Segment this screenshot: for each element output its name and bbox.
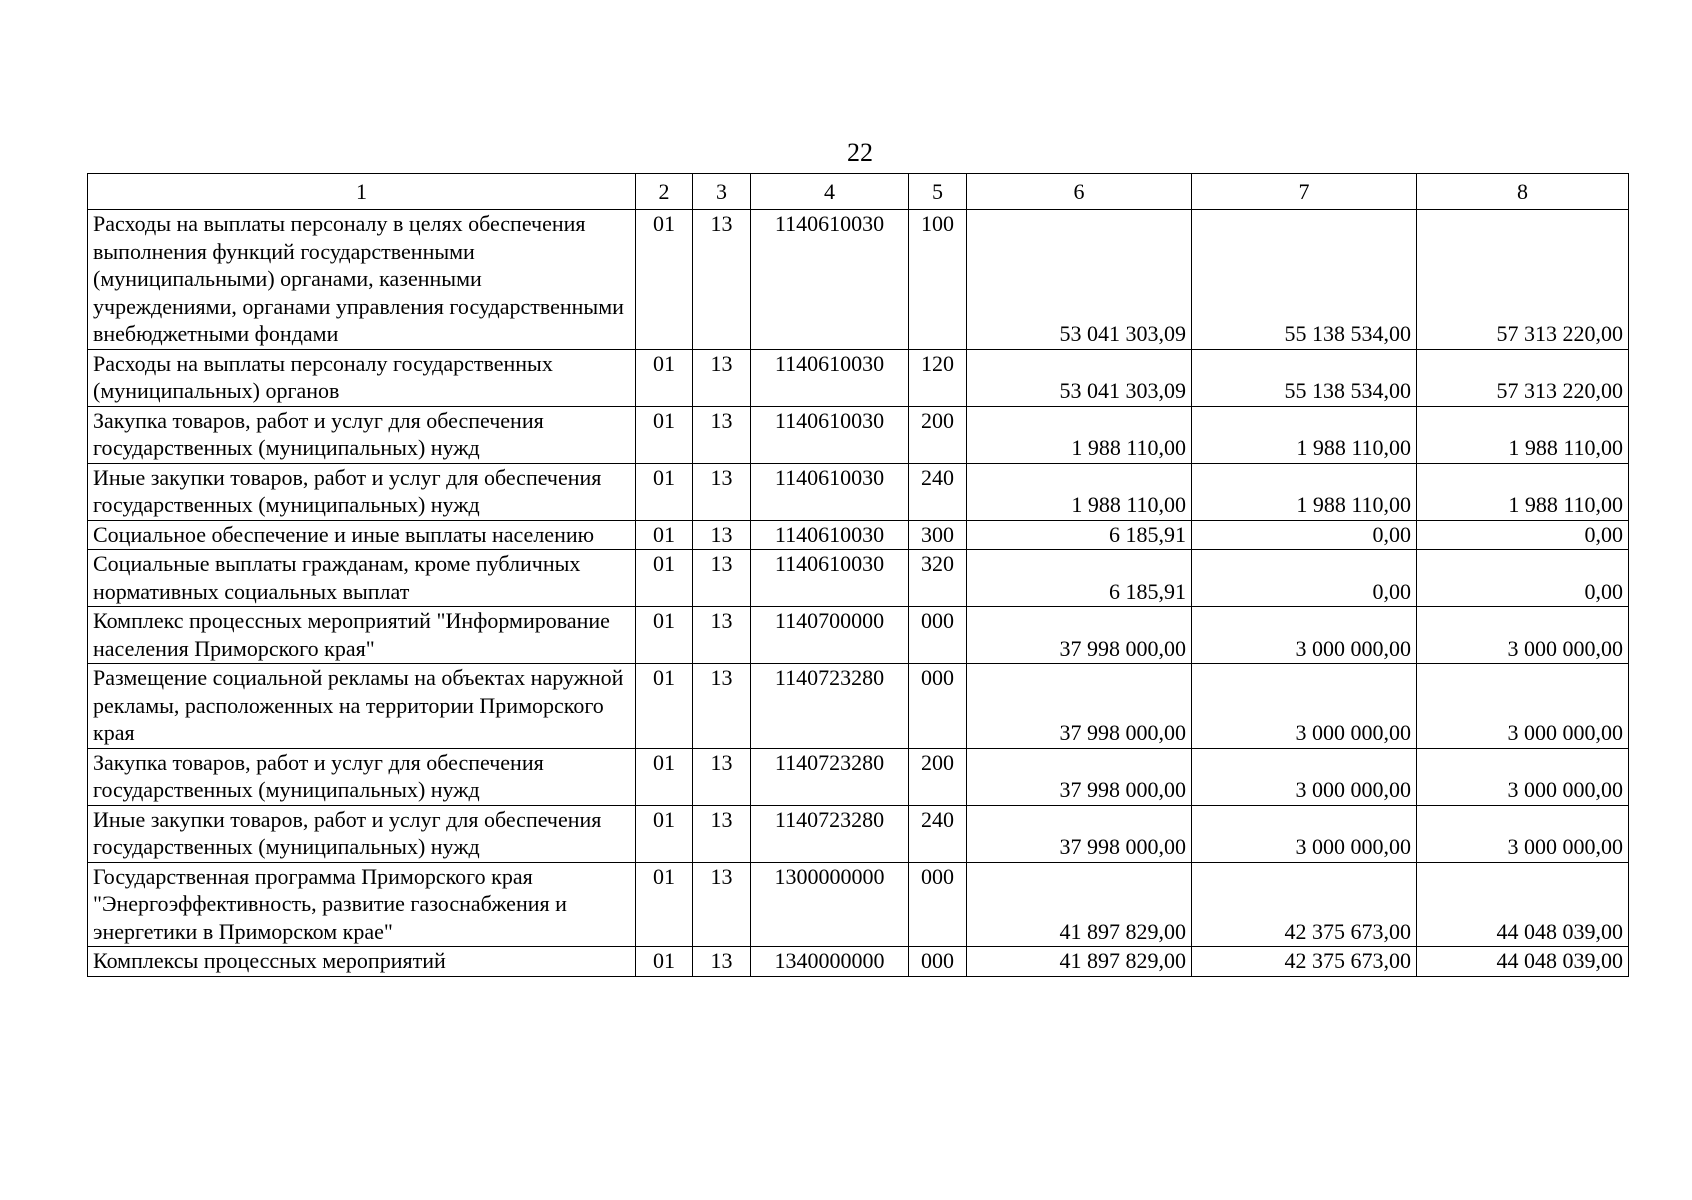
target-article-cell: 1140723280 [751, 748, 909, 805]
header-cell: 8 [1417, 174, 1629, 210]
subsection-code-cell: 13 [693, 805, 751, 862]
amount-year2-cell: 0,00 [1192, 520, 1417, 550]
header-cell: 5 [909, 174, 967, 210]
amount-year2-cell: 3 000 000,00 [1192, 664, 1417, 749]
expense-name-cell: Иные закупки товаров, работ и услуг для обеспечения государственных (муниципальных) нужд [88, 463, 636, 520]
expense-type-cell: 120 [909, 349, 967, 406]
expense-name-cell: Размещение социальной рекламы на объектах наружной рекламы, расположенных на территории Приморского края [88, 664, 636, 749]
table-row [88, 520, 1629, 550]
amount-year2-cell: 55 138 534,00 [1192, 349, 1417, 406]
table-row [88, 406, 1629, 463]
amount-year3-cell: 57 313 220,00 [1417, 210, 1629, 350]
expense-name-cell: Комплексы процессных мероприятий [88, 947, 636, 977]
expense-type-cell: 000 [909, 947, 967, 977]
expense-type-cell: 240 [909, 805, 967, 862]
amount-year2-cell: 42 375 673,00 [1192, 947, 1417, 977]
subsection-code-cell: 13 [693, 947, 751, 977]
amount-year3-cell: 44 048 039,00 [1417, 862, 1629, 947]
table-row [88, 947, 1629, 977]
expense-type-cell: 240 [909, 463, 967, 520]
header-row [88, 174, 1629, 210]
amount-year3-cell: 3 000 000,00 [1417, 607, 1629, 664]
amount-year2-cell: 0,00 [1192, 550, 1417, 607]
table-row [88, 607, 1629, 664]
subsection-code-cell: 13 [693, 748, 751, 805]
expense-type-cell: 000 [909, 607, 967, 664]
target-article-cell: 1140610030 [751, 550, 909, 607]
expense-name-cell: Государственная программа Приморского края "Энергоэффективность, развитие газоснабжения и энергетики в Приморском крае" [88, 862, 636, 947]
section-code-cell: 01 [636, 607, 693, 664]
subsection-code-cell: 13 [693, 210, 751, 350]
section-code-cell: 01 [636, 550, 693, 607]
amount-year3-cell: 44 048 039,00 [1417, 947, 1629, 977]
header-cell: 6 [967, 174, 1192, 210]
amount-year2-cell: 3 000 000,00 [1192, 805, 1417, 862]
expense-type-cell: 200 [909, 748, 967, 805]
subsection-code-cell: 13 [693, 406, 751, 463]
amount-year1-cell: 6 185,91 [967, 520, 1192, 550]
page-number: 22 [847, 138, 873, 167]
expense-type-cell: 000 [909, 664, 967, 749]
amount-year1-cell: 6 185,91 [967, 550, 1192, 607]
subsection-code-cell: 13 [693, 349, 751, 406]
target-article-cell: 1140723280 [751, 805, 909, 862]
target-article-cell: 1140700000 [751, 607, 909, 664]
amount-year1-cell: 53 041 303,09 [967, 210, 1192, 350]
expense-name-cell: Социальное обеспечение и иные выплаты населению [88, 520, 636, 550]
amount-year1-cell: 37 998 000,00 [967, 607, 1192, 664]
amount-year3-cell: 1 988 110,00 [1417, 463, 1629, 520]
target-article-cell: 1140610030 [751, 349, 909, 406]
table-row [88, 550, 1629, 607]
expense-type-cell: 300 [909, 520, 967, 550]
header-cell: 1 [88, 174, 636, 210]
amount-year2-cell: 55 138 534,00 [1192, 210, 1417, 350]
subsection-code-cell: 13 [693, 664, 751, 749]
table-row [88, 664, 1629, 749]
subsection-code-cell: 13 [693, 520, 751, 550]
amount-year1-cell: 41 897 829,00 [967, 947, 1192, 977]
section-code-cell: 01 [636, 748, 693, 805]
expense-name-cell: Иные закупки товаров, работ и услуг для обеспечения государственных (муниципальных) нужд [88, 805, 636, 862]
amount-year3-cell: 3 000 000,00 [1417, 748, 1629, 805]
amount-year3-cell: 3 000 000,00 [1417, 805, 1629, 862]
expense-type-cell: 320 [909, 550, 967, 607]
target-article-cell: 1300000000 [751, 862, 909, 947]
section-code-cell: 01 [636, 349, 693, 406]
amount-year3-cell: 0,00 [1417, 520, 1629, 550]
header-cell: 3 [693, 174, 751, 210]
expense-name-cell: Закупка товаров, работ и услуг для обеспечения государственных (муниципальных) нужд [88, 748, 636, 805]
subsection-code-cell: 13 [693, 463, 751, 520]
amount-year1-cell: 1 988 110,00 [967, 406, 1192, 463]
section-code-cell: 01 [636, 862, 693, 947]
budget-table [87, 173, 1629, 977]
target-article-cell: 1340000000 [751, 947, 909, 977]
expense-name-cell: Закупка товаров, работ и услуг для обеспечения государственных (муниципальных) нужд [88, 406, 636, 463]
expense-name-cell: Расходы на выплаты персоналу государственных (муниципальных) органов [88, 349, 636, 406]
amount-year1-cell: 1 988 110,00 [967, 463, 1192, 520]
section-code-cell: 01 [636, 805, 693, 862]
amount-year1-cell: 41 897 829,00 [967, 862, 1192, 947]
amount-year3-cell: 3 000 000,00 [1417, 664, 1629, 749]
section-code-cell: 01 [636, 406, 693, 463]
amount-year2-cell: 3 000 000,00 [1192, 607, 1417, 664]
header-cell: 2 [636, 174, 693, 210]
amount-year2-cell: 42 375 673,00 [1192, 862, 1417, 947]
table-row [88, 805, 1629, 862]
expense-name-cell: Комплекс процессных мероприятий "Информирование населения Приморского края" [88, 607, 636, 664]
header-cell: 4 [751, 174, 909, 210]
target-article-cell: 1140723280 [751, 664, 909, 749]
expense-name-cell: Социальные выплаты гражданам, кроме публичных нормативных социальных выплат [88, 550, 636, 607]
expense-name-cell: Расходы на выплаты персоналу в целях обеспечения выполнения функций государственными (муниципальными) органами, казенными учреждениями, органами управления государственными внебюджетными фондами [88, 210, 636, 350]
amount-year1-cell: 37 998 000,00 [967, 748, 1192, 805]
subsection-code-cell: 13 [693, 607, 751, 664]
expense-type-cell: 200 [909, 406, 967, 463]
amount-year2-cell: 1 988 110,00 [1192, 406, 1417, 463]
target-article-cell: 1140610030 [751, 520, 909, 550]
expense-type-cell: 100 [909, 210, 967, 350]
table-row [88, 210, 1629, 350]
amount-year1-cell: 37 998 000,00 [967, 805, 1192, 862]
section-code-cell: 01 [636, 210, 693, 350]
header-cell: 7 [1192, 174, 1417, 210]
table-row [88, 748, 1629, 805]
expense-type-cell: 000 [909, 862, 967, 947]
subsection-code-cell: 13 [693, 862, 751, 947]
amount-year1-cell: 37 998 000,00 [967, 664, 1192, 749]
table-row [88, 463, 1629, 520]
target-article-cell: 1140610030 [751, 210, 909, 350]
section-code-cell: 01 [636, 664, 693, 749]
target-article-cell: 1140610030 [751, 406, 909, 463]
amount-year3-cell: 1 988 110,00 [1417, 406, 1629, 463]
section-code-cell: 01 [636, 947, 693, 977]
section-code-cell: 01 [636, 463, 693, 520]
table-row [88, 862, 1629, 947]
amount-year3-cell: 0,00 [1417, 550, 1629, 607]
amount-year2-cell: 3 000 000,00 [1192, 748, 1417, 805]
amount-year2-cell: 1 988 110,00 [1192, 463, 1417, 520]
target-article-cell: 1140610030 [751, 463, 909, 520]
subsection-code-cell: 13 [693, 550, 751, 607]
amount-year1-cell: 53 041 303,09 [967, 349, 1192, 406]
table-row [88, 349, 1629, 406]
amount-year3-cell: 57 313 220,00 [1417, 349, 1629, 406]
section-code-cell: 01 [636, 520, 693, 550]
